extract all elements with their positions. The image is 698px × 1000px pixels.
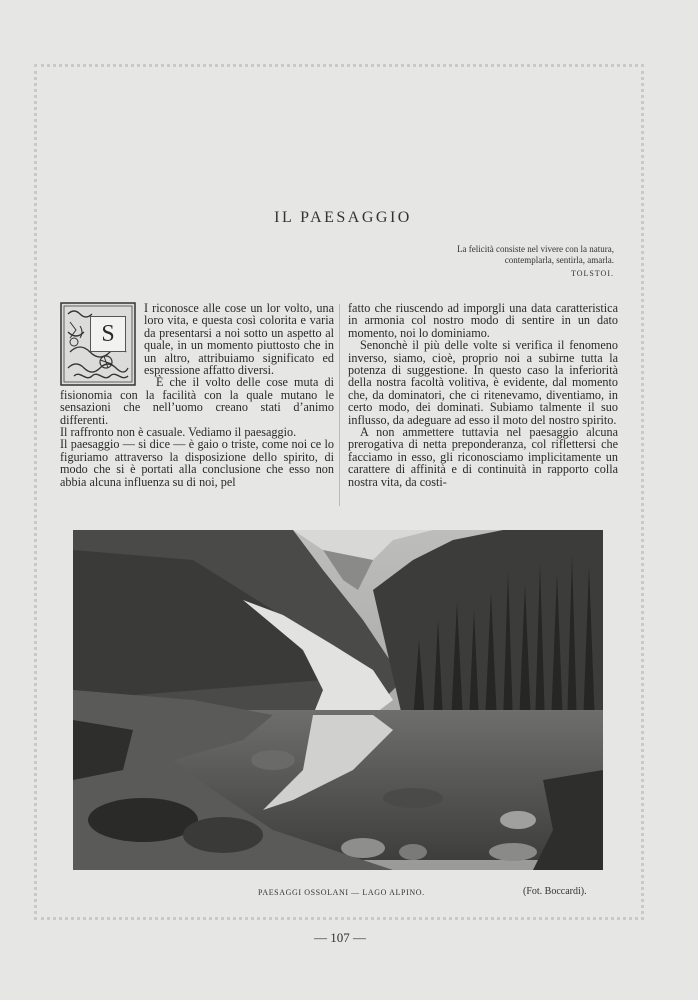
epigraph-line-1: La felicità consiste nel vivere con la natura, [457,244,614,254]
photo-credit: (Fot. Boccardi). [523,886,587,897]
landscape-image [73,530,603,870]
paragraph: Il raffronto non è casuale. Vediamo il paesaggio. [60,425,297,440]
right-column [348,302,618,488]
paragraph: È che il volto delle cose muta di fisionomia con la facilità con la quale mutano le sensazioni che nell’uomo creano stati d’animo differenti. [60,375,334,427]
article-title: IL PAESAGGIO [274,209,412,226]
figure-caption: PAESAGGI OSSOLANI — LAGO ALPINO. [258,888,425,897]
column-divider [339,304,340,506]
alpine-lake-photo [73,530,603,870]
paragraph: A non ammettere tuttavia nel paesaggio alcuna prerogativa di netta preponderanza, col riflettersi che facciamo in esso, gli riconosciamo implicitamente un carattere di affinità e di continuità in rapporto colla nostra vita, da costi- [348,425,618,489]
page-number: — 107 — [314,930,366,945]
epigraph-line-2: contemplarla, sentirla, amarla. [504,255,614,265]
paragraph: fatto che riuscendo ad imporgli una data caratteristica in armonia col nostro modo di sentire in un dato momento, noi lo dominiamo. [348,301,618,340]
paragraph: Senonchè il più delle volte si verifica il fenomeno inverso, siamo, cioè, proprio noi a subirne tutta la potenza di suggestione. In questo caso la inferiorità della nostra facoltà volitiva, è evidente, dal momento che, da dominatori, che ci ritenevamo, diventiamo, in certo modo, dei dominati. Subiamo talmente il suo influsso, da adeguare ad esso il moto del nostro spirito. [348,338,618,427]
paragraph: I riconosce alle cose un lor volto, una loro vita, e questa così colorita e varia da presentarsi a noi sotto un aspetto al quale, in un momento piuttosto che in un altro, attribuiamo significato ed espressione affatto diversi. [144,301,334,378]
left-column [60,302,334,488]
ornamental-initial [60,302,136,386]
dropcap-letter: S [90,316,126,352]
epigraph-author: TOLSTOI. [570,269,614,278]
paragraph: Il paesaggio — si dice — è gaio o triste, come noi ce lo figuriamo attraverso la disposizione dello spirito, di modo che si è portati alla conclusione che esso non abbia alcuna influenza su di noi, pel [60,437,334,489]
epigraph [340,244,614,279]
